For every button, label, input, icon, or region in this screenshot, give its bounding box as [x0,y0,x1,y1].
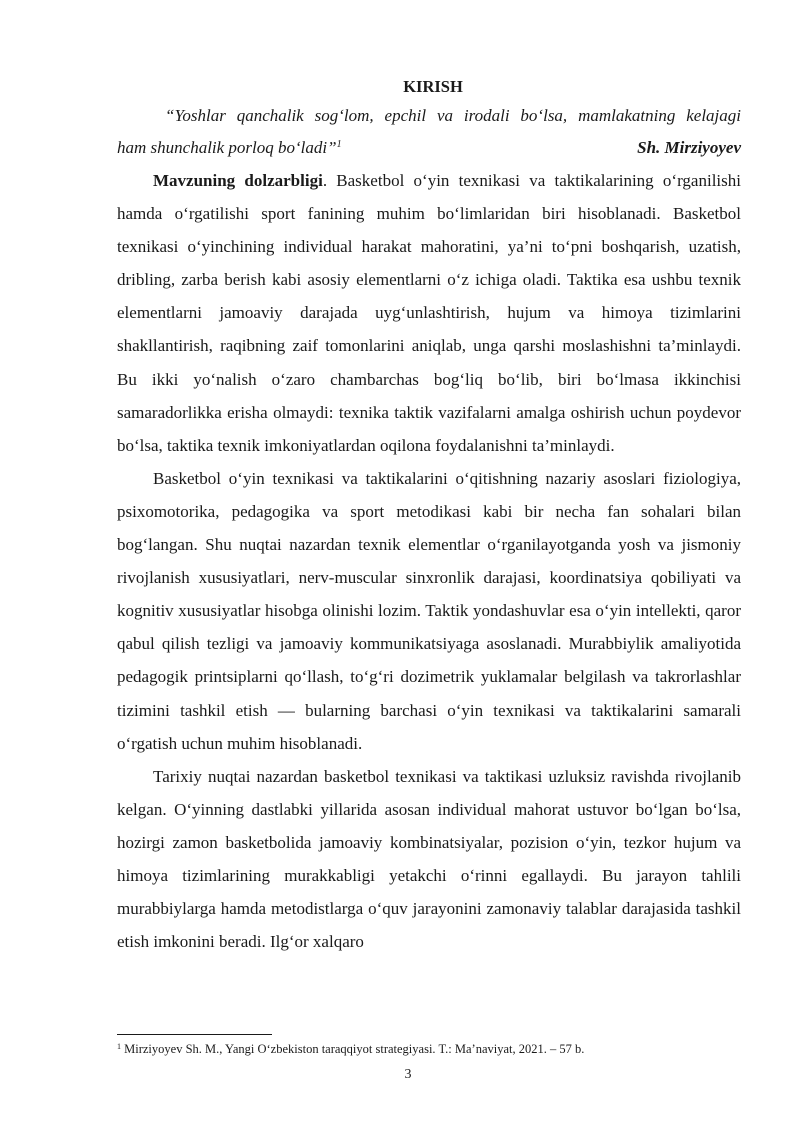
paragraph-text: Basketbol o‘yin texnikasi va taktikalarini o‘qitishning nazariy asoslari fiziologiya, psixomotorika, pedagogika va sport metodikasi kabi bir necha fan sohalari bilan bog‘langan. Shu nuqtai nazardan texnik elementlar o‘rganilayotganda yosh va jismoniy rivojlanish xususiyatlari, nerv-muscular sinxronlik darajasi, koordinatsiya qobiliyati va kognitiv xususiyatlar hisobga olinishi lozim. Taktik yondashuvlar esa o‘yin intellekti, qaror qabul qilish tezligi va jamoaviy kommunikatsiyaga asoslanadi. Murabbiylik amaliyotida pedagogik printsiplarni qo‘llash, to‘g‘ri dozimetrik yuklamalar belgilash va takrorlashlar tizimini tashkil etish — bularning barchasi o‘yin texnikasi va taktikalarini samarali o‘rgatish uchun muhim hisoblanadi. [117,468,741,753]
footnote-marker: 1 [117,1042,121,1051]
footnote [117,1041,741,1057]
epigraph-text: ham shunchalik porloq bo‘ladi” [117,138,337,157]
epigraph-author: Sh. Mirziyoyev [637,138,741,157]
footnote-text: Mirziyoyev Sh. M., Yangi O‘zbekiston taraqqiyot strategiyasi. T.: Ma’naviyat, 2021. – 57 b. [124,1042,585,1056]
paragraph-text: Tarixiy nuqtai nazardan basketbol texnikasi va taktikasi uzluksiz ravishda rivojlanib kelgan. O‘yinning dastlabki yillarida asosan individual mahorat ustuvor bo‘lgan bo‘lsa, hozirgi zamon basketbolida jamoaviy kombinatsiyalar, pozision o‘yin, tezkor hujum va himoya tizimlarining murakkabligi yetakchi o‘rinni egallaydi. Bu jarayon tahlili murabbiylarga hamda metodistlarga o‘quv jarayonini zamonaviy talablar darajasida tashkil etish imkonini beradi. Ilg‘or xalqaro [117,766,741,952]
paragraph-relevance [117,164,741,462]
footnote-reference[interactable]: 1 [336,139,342,150]
page-number: 3 [404,1067,412,1082]
footnote-divider [117,1034,272,1035]
page-title: KIRISH [403,77,463,96]
epigraph [117,100,741,164]
epigraph-line-2 [117,132,741,164]
paragraph-text: . Basketbol o‘yin texnikasi va taktikalarining o‘rganilishi hamda o‘rgatilishi sport fanining muhim bo‘limlaridan biri hisoblanadi. Basketbol texnikasi o‘yinchining individual harakat mahoratini, ya’ni to‘pni boshqarish, uzatish, dribling, zarba berish kabi asosiy elementlarni o‘z ichiga oladi. Taktika esa ushbu texnik elementlarni jamoaviy darajada uyg‘unlashtirish, hujum va himoya tizimlarini shakllantirish, raqibning zaif tomonlarini aniqlab, unga qarshi moslashishni ta’minlaydi. Bu ikki yo‘nalish o‘zaro chambarchas bog‘liq bo‘lib, biri bo‘lmasa ikkinchisi samaradorlikka erisha olmaydi: texnika taktik vazifalarni amalga oshirish uchun poydevor bo‘lsa, taktika texnik imkoniyatlardan oqilona foydalanishni ta’minlaydi. [117,171,741,455]
section-lead: Mavzuning dolzarbligi [153,171,323,190]
epigraph-quote-end [117,132,342,164]
page-content [117,74,741,958]
paragraph-theory [117,462,741,760]
paragraph-history [117,760,741,959]
epigraph-line-1: “Yoshlar qanchalik sog‘lom, epchil va irodali bo‘lsa, mamlakatning kelajagi [165,106,741,125]
